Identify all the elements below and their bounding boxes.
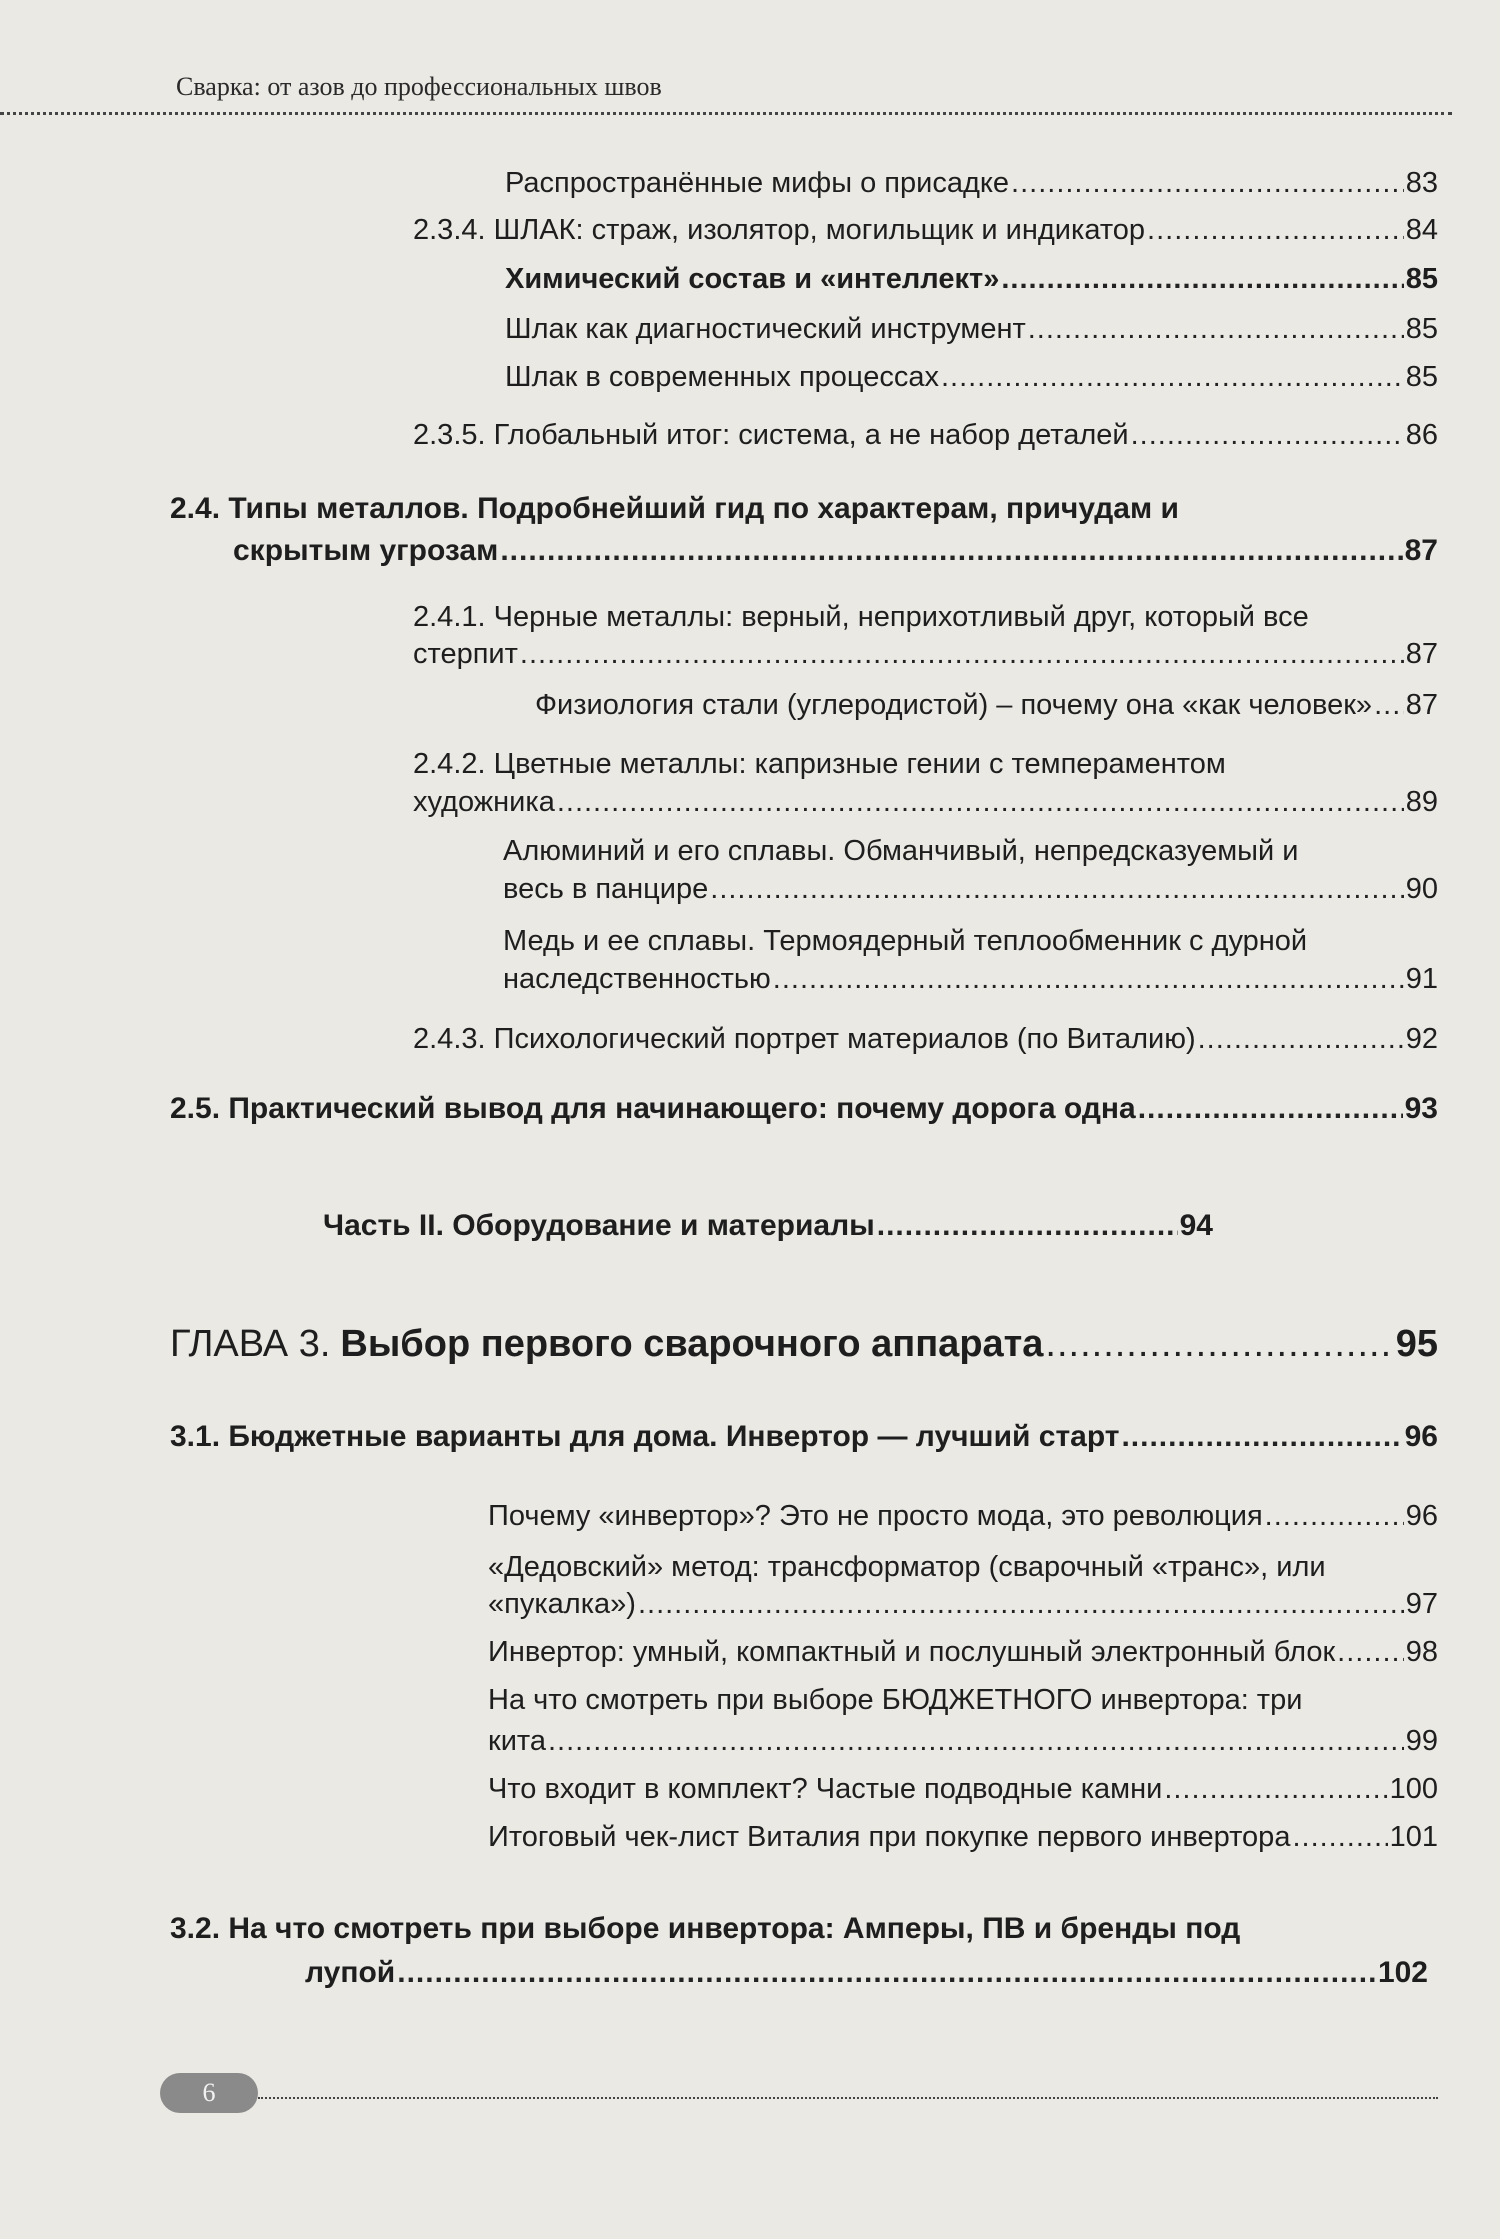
toc-page-number: 91: [1405, 963, 1438, 995]
toc-page-number: 87: [1404, 534, 1438, 567]
toc-page-number: 89: [1405, 786, 1438, 818]
toc-entry[interactable]: скрытым угрозам ..... 87: [233, 532, 1438, 570]
toc-page-number: 98: [1405, 1636, 1438, 1668]
chapter-title: Выбор первого сварочного аппарата: [340, 1323, 1044, 1365]
toc-page-number: 102: [1377, 1956, 1428, 1989]
toc-entry[interactable]: 2.3.4. ШЛАК: страж, изолятор, могильщик и индикатор ..... 84: [413, 211, 1438, 249]
toc-page-number: 92: [1405, 1023, 1438, 1055]
toc-page-number: 86: [1405, 419, 1438, 451]
toc-entry[interactable]: художника ..... 89: [413, 783, 1438, 821]
toc-entry-line: 2.4.1. Черные металлы: верный, неприхотливый друг, который все: [413, 601, 1309, 633]
chapter-number: ГЛАВА 3.: [170, 1323, 331, 1365]
toc-page-number: 95: [1395, 1323, 1438, 1365]
toc-entry[interactable]: Инвертор: умный, компактный и послушный электронный блок ..... 98: [488, 1633, 1438, 1671]
toc-page-number: 90: [1405, 873, 1438, 905]
toc-page-number: 93: [1404, 1092, 1438, 1125]
toc-entry[interactable]: наследственностью ..... 91: [503, 960, 1438, 998]
header-divider: [0, 112, 1452, 115]
toc-entry[interactable]: Шлак как диагностический инструмент ..... 85: [505, 310, 1438, 348]
toc-entry-line: Алюминий и его сплавы. Обманчивый, непредсказуемый и: [503, 835, 1299, 867]
toc-page-number: 94: [1179, 1209, 1213, 1242]
toc-page-number: 99: [1405, 1725, 1438, 1757]
toc-entry-line: «Дедовский» метод: трансформатор (сварочный «транс», или: [488, 1551, 1326, 1583]
toc-page-number: 83: [1405, 167, 1438, 199]
toc-entry[interactable]: 2.3.5. Глобальный итог: система, а не набор деталей ..... 86: [413, 416, 1438, 454]
toc-page-number: 96: [1405, 1500, 1438, 1532]
toc-entry[interactable]: весь в панцире ..... 90: [503, 870, 1438, 908]
toc-page-number: 87: [1405, 689, 1438, 721]
toc-page-number: 85: [1405, 313, 1438, 345]
toc-entry[interactable]: Химический состав и «интеллект» ..... 85: [505, 260, 1438, 298]
toc-page-number: 85: [1405, 361, 1438, 393]
toc-entry-line: 2.4.2. Цветные металлы: капризные гении с темпераментом: [413, 748, 1226, 780]
toc-entry[interactable]: Что входит в комплект? Частые подводные камни ..... 100: [488, 1770, 1438, 1808]
toc-entry-line: 3.2. На что смотреть при выборе инвертора: Амперы, ПВ и бренды под: [170, 1912, 1241, 1945]
toc-entry[interactable]: «пукалка») ..... 97: [488, 1585, 1438, 1623]
toc-entry[interactable]: Почему «инвертор»? Это не просто мода, это революция ..... 96: [488, 1497, 1438, 1535]
toc-page-number: 97: [1405, 1588, 1438, 1620]
toc-page-number: 101: [1389, 1821, 1438, 1853]
toc-entry-line: Медь и ее сплавы. Термоядерный теплообменник с дурной: [503, 925, 1308, 957]
toc-chapter-heading[interactable]: [170, 1320, 1438, 1368]
toc-page-number: 84: [1405, 214, 1438, 246]
toc-page-number: 85: [1405, 263, 1438, 295]
running-title: Сварка: от азов до профессиональных швов: [176, 72, 662, 101]
toc-entry[interactable]: кита ..... 99: [488, 1722, 1438, 1760]
toc-page-number: 96: [1404, 1420, 1438, 1453]
toc-entry[interactable]: Итоговый чек-лист Виталия при покупке первого инвертора ..... 101: [488, 1818, 1438, 1856]
toc-entry[interactable]: 2.4.3. Психологический портрет материалов (по Виталию) ..... 92: [413, 1020, 1438, 1058]
footer-divider: [258, 2097, 1438, 2099]
toc-entry-line: На что смотреть при выборе БЮДЖЕТНОГО инвертора: три: [488, 1684, 1303, 1716]
toc-page-number: 100: [1389, 1773, 1438, 1805]
toc-entry[interactable]: Распространённые мифы о присадке ..... 83: [505, 164, 1438, 202]
toc-entry[interactable]: Физиология стали (углеродистой) – почему она «как человек» ..... 87: [535, 686, 1438, 724]
page-number-badge: 6: [160, 2073, 258, 2113]
toc-entry[interactable]: стерпит ..... 87: [413, 635, 1438, 673]
toc-part-heading[interactable]: Часть II. Оборудование и материалы ..... 94: [323, 1207, 1213, 1245]
toc-entry[interactable]: лупой ..... 102: [305, 1954, 1428, 1992]
toc-entry[interactable]: Шлак в современных процессах ..... 85: [505, 358, 1438, 396]
toc-entry[interactable]: 3.1. Бюджетные варианты для дома. Инвертор — лучший старт ..... 96: [170, 1418, 1438, 1456]
toc-entry-line: 2.4. Типы металлов. Подробнейший гид по характерам, причудам и: [170, 492, 1179, 525]
toc-page-number: 87: [1405, 638, 1438, 670]
toc-entry[interactable]: 2.5. Практический вывод для начинающего: почему дорога одна ..... 93: [170, 1090, 1438, 1128]
